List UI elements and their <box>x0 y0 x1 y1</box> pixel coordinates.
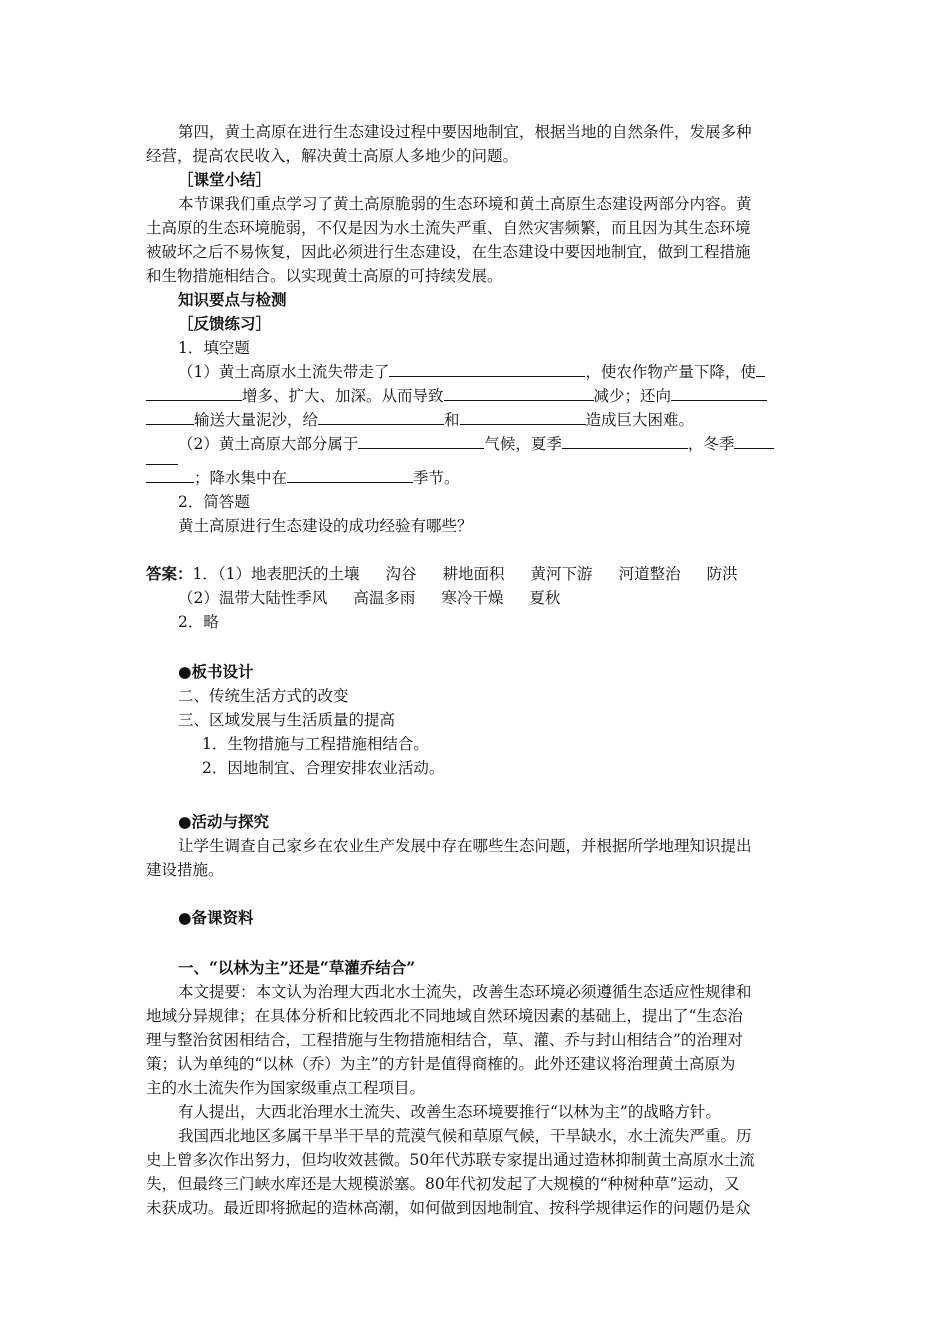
blank <box>146 408 194 425</box>
paragraph-line: 史上曾多次作出努力，但均收效甚微。50年代苏联专家提出通过造林抑制黄土高原水土流 <box>146 1151 755 1169</box>
paragraph-line: 土高原的生态环境脆弱，不仅是因为水土流失严重、自然灾害频繁，而且因为其生态环境 <box>146 219 751 237</box>
blank <box>671 384 767 401</box>
blank <box>318 408 444 425</box>
paragraph-line: 建设措施。 <box>146 861 224 879</box>
fill-blank-line: ；降水集中在 季节。 <box>146 466 460 490</box>
paragraph-line: 本节课我们重点学习了黄土高原脆弱的生态环境和黄土高原生态建设两部分内容。黄 <box>178 195 752 213</box>
section-heading-materials: ●备课资料 <box>178 908 254 927</box>
article-title: 一、“以林为主”还是“草灌乔结合” <box>178 958 416 977</box>
blank <box>389 360 585 377</box>
answer-line: 2．略 <box>178 613 219 631</box>
paragraph-line: 失，但最终三门峡水库还是大规模淤塞。80年代初发起了大规模的“种树种草”运动，又 <box>146 1175 740 1193</box>
fill-blank-line: （1）黄土高原水土流失带走了 ，使农作物产量下降，使 <box>178 360 765 384</box>
blank <box>460 408 586 425</box>
blank <box>756 360 765 377</box>
section-heading-board: ●板书设计 <box>178 662 254 681</box>
fill-blank-line: 增多、扩大、加深。从而导致 减少；还向 <box>146 384 767 408</box>
paragraph-line: 经营，提高农民收入，解决黄土高原人多地少的问题。 <box>146 147 519 165</box>
paragraph-line: 我国西北地区多属干旱半干旱的荒漠气候和草原气候，干旱缺水，水土流失严重。历 <box>178 1127 752 1145</box>
blank <box>358 432 484 449</box>
board-subline: 2．因地制宜、合理安排农业活动。 <box>202 759 445 777</box>
section-heading-activity: ●活动与探究 <box>178 812 270 831</box>
paragraph-line: 未获成功。最近即将掀起的造林高潮，如何做到因地制宜、按科学规律运作的问题仍是众 <box>146 1199 751 1217</box>
question-title: 1．填空题 <box>178 339 250 357</box>
paragraph-line: 主的水土流失作为国家级重点工程项目。 <box>146 1079 426 1097</box>
fill-blank-line: （2）黄土高原大部分属于 气候，夏季 ，冬季 <box>178 432 774 456</box>
paragraph-line: 地域分异规律；在具体分析和比较西北不同地域自然环境因素的基础上，提出了“生态治 <box>146 1007 743 1025</box>
paragraph-line: 策；认为单纯的“以林（乔）为主”的方针是值得商榷的。此外还建议将治理黄土高原为 <box>146 1055 736 1073</box>
paragraph-line: 被破坏之后不易恢复，因此必须进行生态建设，在生态建设中要因地制宜，做到工程措施 <box>146 243 751 261</box>
blank <box>146 384 242 401</box>
answer-line: 答案：1．（1）地表肥沃的土壤 沟谷 耕地面积 黄河下游 河道整治 防洪 <box>146 564 738 583</box>
section-heading-feedback: ［反馈练习］ <box>178 314 272 333</box>
question-title: 2．简答题 <box>178 493 250 511</box>
answer-line: （2）温带大陆性季风 高温多雨 寒冷干燥 夏秋 <box>178 589 561 607</box>
blank <box>146 448 178 465</box>
fill-blank-line: 输送大量泥沙，给 和 造成巨大困难。 <box>146 408 694 432</box>
blank <box>734 432 774 449</box>
paragraph-line: 有人提出，大西北治理水土流失、改善生态环境要推行“以林为主”的战略方针。 <box>178 1103 721 1121</box>
paragraph-line: 让学生调查自己家乡在农业生产发展中存在哪些生态问题，并根据所学地理知识提出 <box>178 837 752 855</box>
board-subline: 1．生物措施与工程措施相结合。 <box>202 735 429 753</box>
question-text: 黄土高原进行生态建设的成功经验有哪些？ <box>178 517 473 535</box>
paragraph-line: 和生物措施相结合。以实现黄土高原的可持续发展。 <box>146 267 503 285</box>
blank <box>287 466 413 483</box>
blank <box>444 384 594 401</box>
section-heading-knowledge: 知识要点与检测 <box>178 290 287 309</box>
board-line: 二、传统生活方式的改变 <box>178 687 349 705</box>
paragraph-line: 本文提要：本文认为治理大西北水土流失，改善生态环境必须遵循生态适应性规律和 <box>178 983 752 1001</box>
section-heading-summary: ［课堂小结］ <box>178 170 272 189</box>
board-line: 三、区域发展与生活质量的提高 <box>178 711 396 729</box>
answer-label: 答案： <box>146 564 193 583</box>
blank <box>562 432 688 449</box>
blank <box>146 466 194 483</box>
paragraph-line: 理与整治贫困相结合，工程措施与生物措施相结合，草、灌、乔与封山相结合”的治理对 <box>146 1031 743 1049</box>
paragraph-line: 第四，黄土高原在进行生态建设过程中要因地制宜，根据当地的自然条件，发展多种 <box>178 123 752 141</box>
